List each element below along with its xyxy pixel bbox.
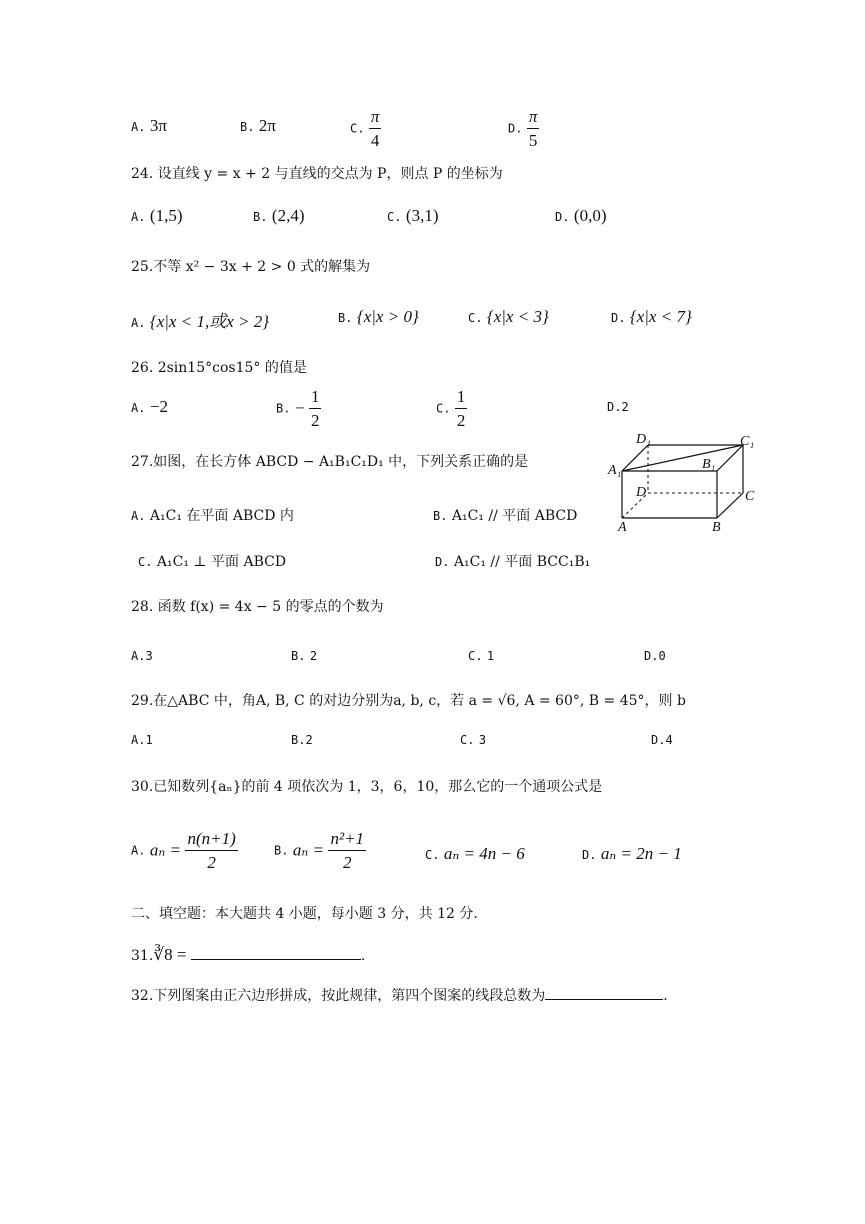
- fraction: [455, 388, 468, 429]
- numerator: n²+1: [328, 830, 366, 851]
- label-c: C: [745, 489, 755, 504]
- edge-bc: [717, 493, 743, 518]
- option-value: (2,4): [271, 206, 305, 225]
- label-a1: A₁: [608, 463, 622, 478]
- denominator: 2: [456, 411, 466, 430]
- option-value: 2π: [258, 116, 276, 135]
- option-label: C.: [468, 311, 483, 325]
- q24-option-b: [253, 206, 304, 226]
- q23-option-d: [508, 108, 539, 149]
- q24-option-d: [555, 206, 606, 226]
- option-label: D.: [644, 649, 659, 663]
- q26-option-c: [436, 388, 467, 429]
- answer-blank[interactable]: [191, 945, 361, 960]
- label-c1: C₁: [740, 434, 755, 449]
- option-lhs: aₙ =: [292, 840, 325, 860]
- q26-option-d: [607, 399, 629, 415]
- option-label: D.: [582, 848, 597, 862]
- label-a: A: [618, 520, 627, 535]
- q24-stem: 24. 设直线 y = x + 2 与直线的交点为 P，则点 P 的坐标为: [131, 166, 503, 182]
- q28-option-b: [291, 648, 317, 664]
- option-value: (1,5): [149, 206, 183, 225]
- option-label: C.: [350, 121, 365, 136]
- option-label: A.: [131, 649, 146, 663]
- option-value: 2: [621, 400, 629, 414]
- option-label: C.: [460, 733, 475, 747]
- fraction: [328, 830, 366, 871]
- period: .: [360, 948, 366, 964]
- option-label: B.: [253, 210, 268, 224]
- q29-stem: 29.在△ABC 中，角A, B, C 的对边分别为a, b, c，若 a = √6, A = 60°, B = 45°，则 b: [131, 693, 686, 709]
- q27-option-d: [435, 551, 590, 571]
- answer-blank[interactable]: [545, 985, 663, 1000]
- q27-option-b: [433, 505, 577, 525]
- q30-option-a: [131, 830, 238, 871]
- option-value: 2: [305, 733, 313, 747]
- q26-option-a: [131, 397, 168, 417]
- q28-stem: 28. 函数 f(x) = 4x − 5 的零点的个数为: [131, 599, 384, 615]
- option-value: 2: [309, 649, 318, 663]
- q24-option-c: [387, 206, 438, 226]
- q28-option-a: [131, 648, 153, 664]
- option-value: 1: [145, 733, 153, 747]
- option-label: C.: [436, 401, 451, 416]
- q28-option-d: [644, 648, 666, 664]
- fraction: [369, 108, 382, 149]
- option-label: A.: [131, 401, 146, 415]
- diagonal-a1c1: [622, 445, 743, 471]
- option-label: C.: [425, 848, 440, 862]
- label-d: D: [636, 485, 647, 500]
- q27-option-a: [131, 505, 294, 525]
- option-value: (3,1): [405, 206, 439, 225]
- denominator: 4: [370, 131, 380, 150]
- q29-option-a: [131, 732, 153, 748]
- period: .: [663, 988, 668, 1004]
- option-label: B.: [291, 649, 306, 663]
- option-value: 1: [486, 649, 495, 663]
- section-heading: 二、填空题：本大题共 4 小题，每小题 3 分，共 12 分.: [131, 906, 478, 922]
- option-value: A₁C₁ // 平面 ABCD: [451, 508, 578, 524]
- q30-option-d: [582, 844, 682, 864]
- option-value: 3: [478, 733, 487, 747]
- option-label: A.: [131, 316, 146, 330]
- q25-option-a: [131, 307, 269, 332]
- option-value: A₁C₁ ⊥ 平面 ABCD: [156, 554, 287, 570]
- q27-option-c: [138, 551, 286, 571]
- option-label: B.: [433, 509, 448, 523]
- option-label: D.: [607, 400, 622, 414]
- q29-option-c: [460, 732, 486, 748]
- option-value: {x|x > 0}: [356, 307, 419, 326]
- q25-option-c: [468, 307, 549, 327]
- fraction: [309, 388, 322, 429]
- option-label: A.: [131, 733, 146, 747]
- fraction: [185, 830, 237, 871]
- q30-option-c: [425, 844, 525, 864]
- edge-a1d1: [622, 445, 648, 471]
- denominator: 5: [528, 131, 538, 150]
- q25-option-b: [338, 307, 419, 327]
- option-label: B.: [240, 120, 255, 134]
- option-value: {x|x < 3}: [486, 307, 549, 326]
- option-label: D.: [555, 210, 570, 224]
- option-value: aₙ = 2n − 1: [600, 844, 682, 863]
- q25-stem: 25.不等 x² − 3x + 2 > 0 式的解集为: [131, 259, 371, 275]
- option-label: D.: [611, 311, 626, 325]
- option-value: 4: [665, 733, 673, 747]
- question-stem: 32.下列图案由正六边形拼成，按此规律，第四个图案的线段总数为: [131, 988, 546, 1004]
- label-b: B: [712, 520, 721, 535]
- q26-stem: 26. 2sin15°cos15° 的值是: [131, 360, 307, 376]
- denominator: 2: [343, 853, 352, 872]
- option-value: 3π: [149, 116, 167, 135]
- numerator: n(n+1): [185, 830, 237, 851]
- option-label: C.: [387, 210, 402, 224]
- q27-stem: 27.如图，在长方体 ABCD − A₁B₁C₁D₁ 中，下列关系正确的是: [131, 454, 529, 470]
- option-label: A.: [131, 509, 146, 523]
- option-value: {x|x < 1,或x > 2}: [149, 312, 270, 331]
- q28-option-c: [468, 648, 494, 664]
- option-value: (0,0): [573, 206, 607, 225]
- option-label: C.: [468, 649, 483, 663]
- minus-sign: −: [294, 398, 305, 418]
- option-value: {x|x < 7}: [629, 307, 692, 326]
- option-label: C.: [138, 555, 153, 569]
- q29-option-b: [291, 732, 313, 748]
- option-label: A.: [131, 120, 146, 134]
- q26-option-b: [276, 388, 321, 429]
- q29-option-d: [651, 732, 673, 748]
- numerator: π: [527, 108, 540, 129]
- option-lhs: aₙ =: [149, 840, 182, 860]
- denominator: 2: [310, 411, 320, 430]
- option-value: 3: [145, 649, 153, 663]
- option-label: A.: [131, 210, 146, 224]
- option-label: D.: [435, 555, 450, 569]
- question-number: 31.: [131, 948, 154, 964]
- q24-option-a: [131, 206, 182, 226]
- label-b1: B₁: [702, 457, 716, 472]
- label-d1: D₁: [636, 432, 651, 447]
- q23-option-a: [131, 116, 167, 136]
- option-value: A₁C₁ 在平面 ABCD 内: [149, 508, 294, 524]
- option-value: A₁C₁ // 平面 BCC₁B₁: [453, 554, 591, 570]
- option-value: 0: [658, 649, 666, 663]
- q25-option-d: [611, 307, 692, 327]
- option-label: B.: [276, 401, 291, 416]
- numerator: 1: [309, 388, 322, 409]
- option-value: aₙ = 4n − 6: [443, 844, 525, 863]
- q32: [131, 985, 668, 1005]
- option-label: B.: [291, 733, 306, 747]
- fraction: [527, 108, 540, 149]
- option-label: B.: [274, 843, 289, 858]
- q31: [131, 945, 365, 965]
- numerator: π: [369, 108, 382, 129]
- denominator: 2: [207, 853, 216, 872]
- q30-stem: 30.已知数列{aₙ}的前 4 项依次为 1，3，6，10，那么它的一个通项公式是: [131, 779, 603, 795]
- q23-option-b: [240, 116, 276, 136]
- option-label: D.: [508, 121, 523, 136]
- numerator: 1: [455, 388, 468, 409]
- option-value: −2: [149, 397, 168, 416]
- expression: ∛8 =: [153, 945, 187, 964]
- option-label: B.: [338, 311, 353, 325]
- q23-option-c: [350, 108, 381, 149]
- option-label: A.: [131, 843, 146, 858]
- option-label: D.: [651, 733, 666, 747]
- q30-option-b: [274, 830, 366, 871]
